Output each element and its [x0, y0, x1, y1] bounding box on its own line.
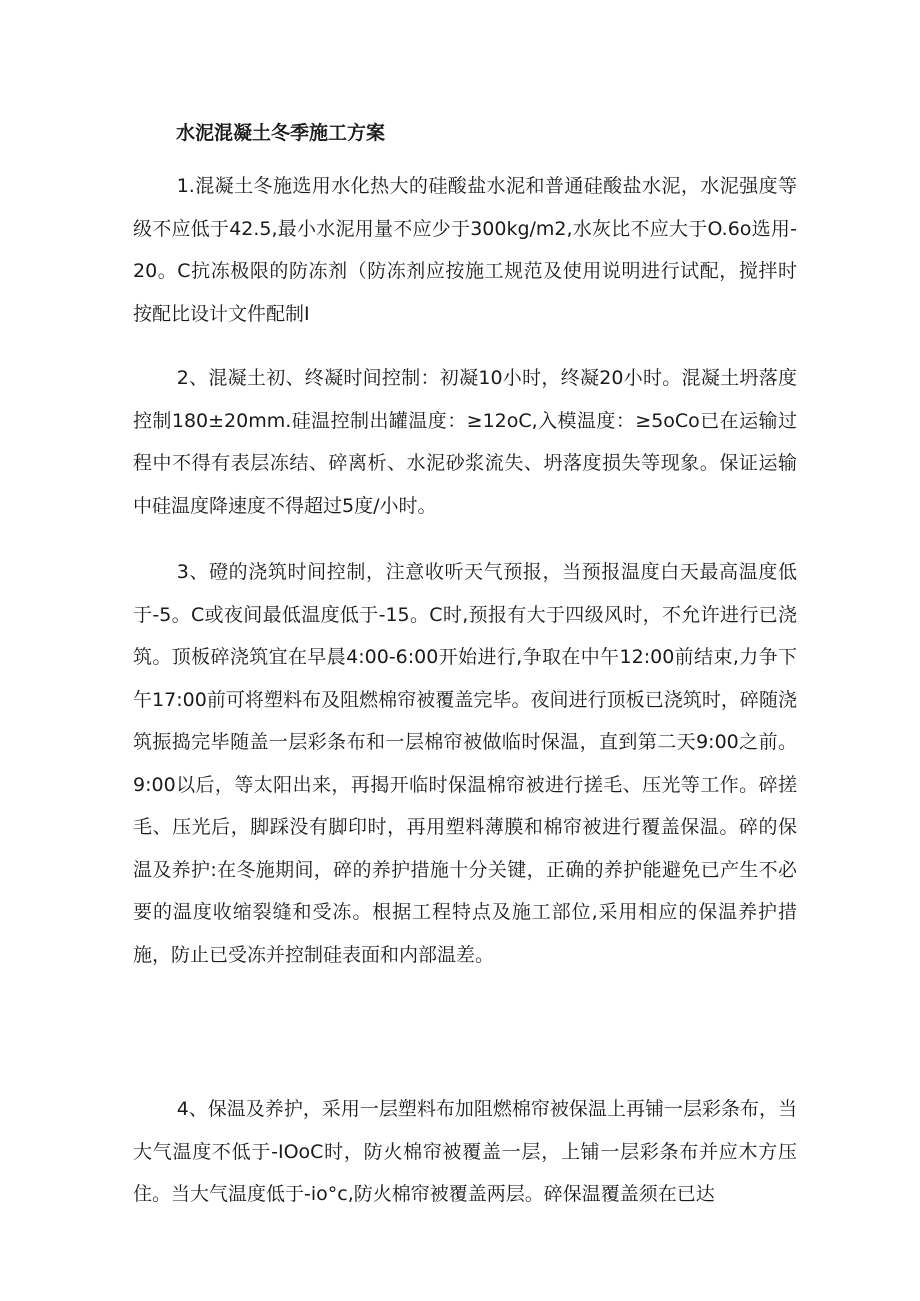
- paragraph-1: 1.混凝土冬施选用水化热大的硅酸盐水泥和普通硅酸盐水泥，水泥强度等级不应低于42.5,最小水泥用量不应少于300kg/m2,水灰比不应大于O.6o选用-20。C抗冻极限的防冻剂（防冻剂应按施工规范及使用说明进行试配，搅拌时按配比设计文件配制I: [133, 175, 797, 325]
- paragraph-2: 2、混凝土初、终凝时间控制：初凝10小时，终凝20小时。混凝土坍落度控制180±20mm.硅温控制出罐温度：≥12oC,入模温度：≥5oCo已在运输过程中不得有表层冻结、碎离析、水泥砂浆流失、坍落度损失等现象。保证运输中硅温度降速度不得超过5度/小时。: [133, 367, 797, 517]
- document-title: 水泥混凝土冬季施工方案: [176, 122, 386, 144]
- paragraph-4: 4、保温及养护，采用一层塑料布加阻燃棉帘被保温上再铺一层彩条布，当大气温度不低于-IOoC时，防火棉帘被覆盖一层，上铺一层彩条布并应木方压住。当大气温度低于-io°c,防火棉帘被覆盖两层。碎保温覆盖须在已达: [133, 1098, 797, 1205]
- paragraph-3: 3、磴的浇筑时间控制，注意收听天气预报，当预报温度白天最高温度低于-5。C或夜间最低温度低于-15。C时,预报有大于四级风时，不允许进行已浇筑。顶板碎浇筑宜在早晨4:00-6:00开始进行,争取在中午12:00前结束,力争下午17:00前可将塑料布及阻燃棉帘被覆盖完毕。夜间进行顶板已浇筑时，碎随浇筑振捣完毕随盖一层彩条布和一层棉帘被做临时保温，直到第二天9:00之前。9:00以后，等太阳出来，再揭开临时保温棉帘被进行搓毛、压光等工作。碎搓毛、压光后，脚踩没有脚印时，再用塑料薄膜和棉帘被进行覆盖保温。碎的保温及养护:在冬施期间，碎的养护措施十分关键，正确的养护能避免已产生不必要的温度收缩裂缝和受冻。根据工程特点及施工部位,采用相应的保温养护措施，防止已受冻并控制硅表面和内部温差。: [133, 561, 797, 966]
